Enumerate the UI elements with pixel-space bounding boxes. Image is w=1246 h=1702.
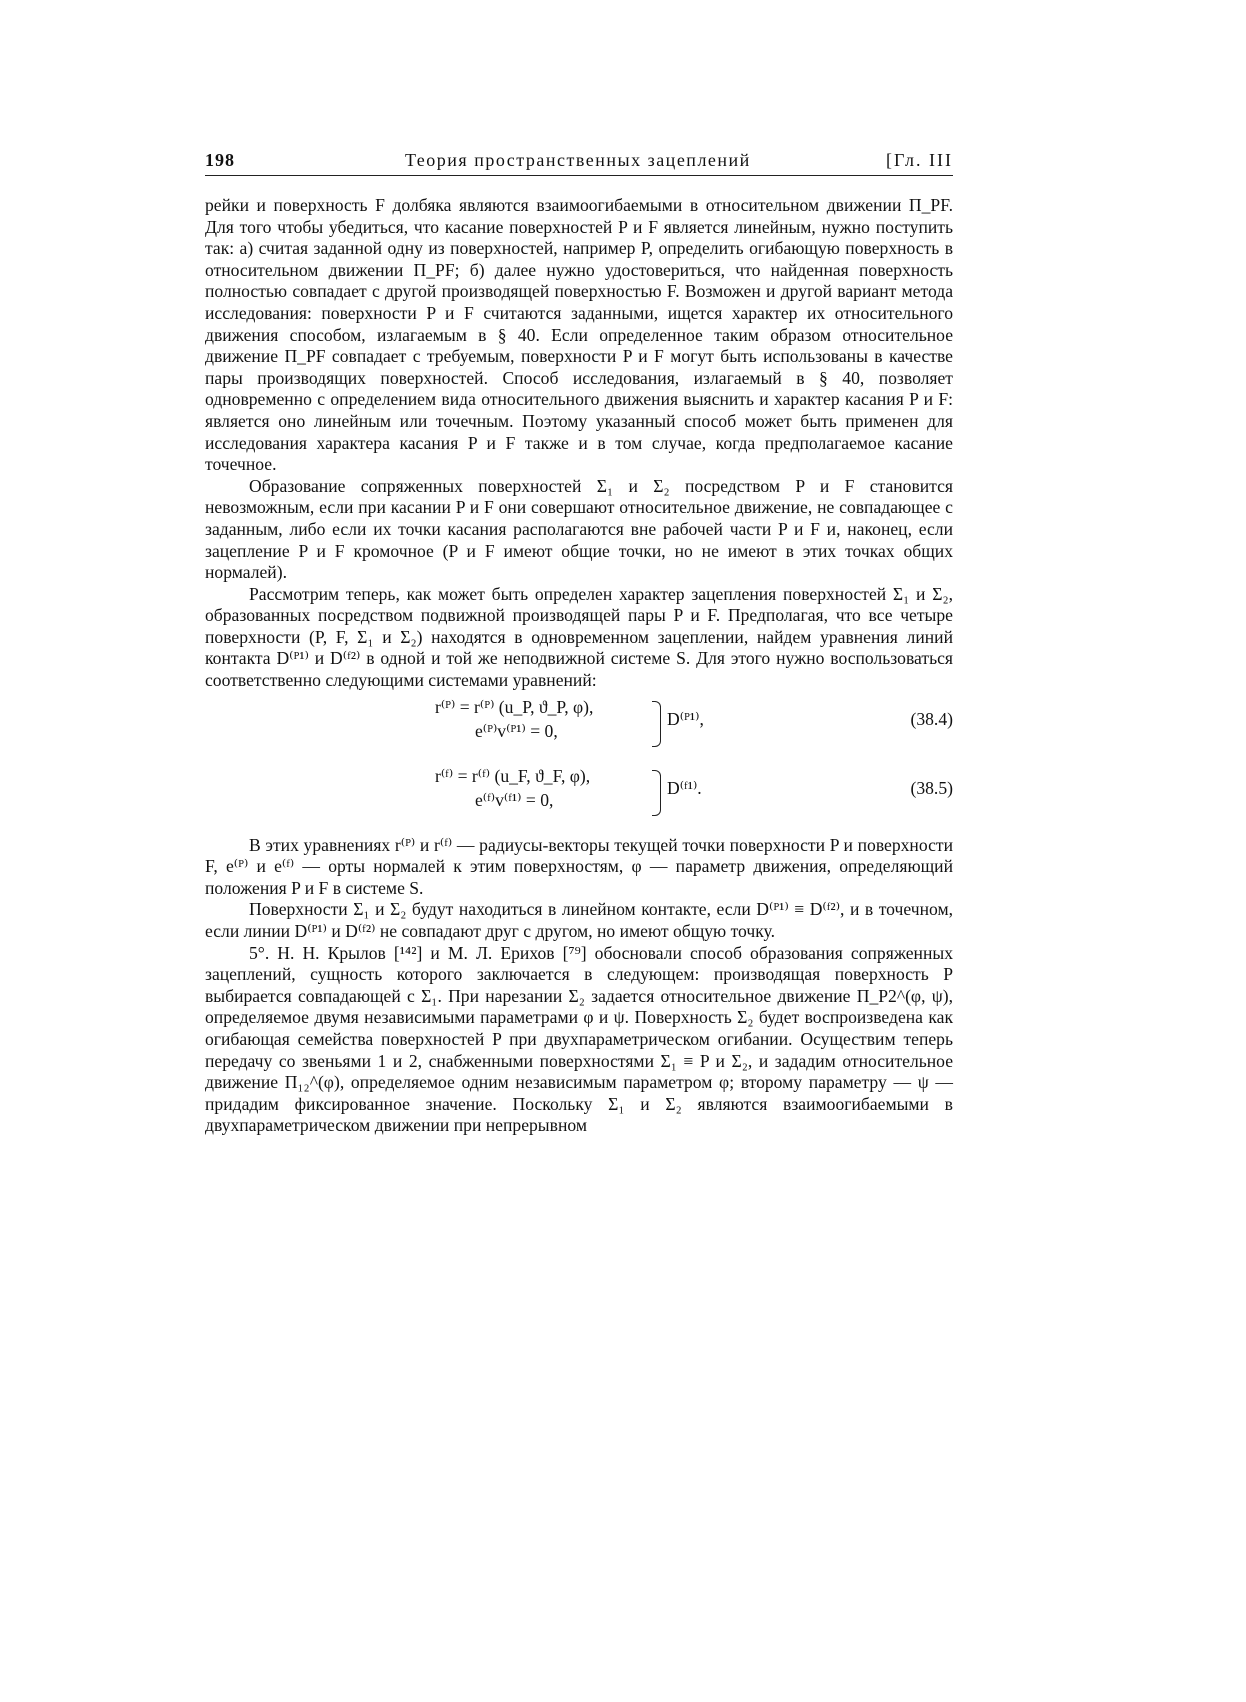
paragraph: Поверхности Σ₁ и Σ₂ будут находиться в линейном контакте, если D⁽ᴾ¹⁾ ≡ D⁽ᶠ²⁾, и в точечном, если линии D⁽ᴾ¹⁾ и D⁽ᶠ²⁾ не совпадают друг с другом, но имеют общую точку.: [205, 899, 953, 942]
equation-number: (38.5): [910, 777, 953, 798]
page-body: [205, 195, 953, 1137]
equation-38-4: [205, 697, 953, 761]
equation-line: r⁽ᶠ⁾ = r⁽ᶠ⁾ (u_F, ϑ_F, φ),: [435, 765, 591, 786]
paragraph: рейки и поверхность F долбяка являются взаимоогибаемыми в относительном движении Π_PF. Для того чтобы убедиться, что касание поверхностей P и F является линейным, нужно поступить так: а) считая заданной одну из поверхностей, например P, определить огибающую поверхность в относительном движении Π_PF; б) далее нужно удостовериться, что найденная поверхность полностью совпадает с другой производящей поверхностью F. Возможен и другой вариант метода исследования: поверхности P и F считаются заданными, ищется характер их относительного движения способом, излагаемым в § 40. Если определенное таким образом относительное движение Π_PF совпадает с требуемым, поверхности P и F могут быть использованы в качестве пары производящих поверхностей. Способ исследования, излагаемый в § 40, позволяет одновременно с определением вида относительного движения выяснить и характер касания P и F: является оно линейным или точечным. Поэтому указанный способ может быть применен для исследования характера касания P и F также и в том случае, когда предполагаемое касание точечное.: [205, 195, 953, 475]
header-rule: [205, 175, 953, 176]
equation-number: (38.4): [910, 708, 953, 729]
equation-label: D⁽ᴾ¹⁾,: [667, 708, 704, 729]
running-header: [205, 150, 953, 176]
equation-38-5: [205, 766, 953, 830]
paragraph: Рассмотрим теперь, как может быть определен характер зацепления поверхностей Σ₁ и Σ₂, образованных посредством подвижной производящей пары P и F. Предполагая, что все четыре поверхности (P, F, Σ₁ и Σ₂) находятся в одновременном зацеплении, найдем уравнения линий контакта D⁽ᴾ¹⁾ и D⁽ᶠ²⁾ в одной и той же неподвижной системе S. Для этого нужно воспользоваться соответственно следующими системами уравнений:: [205, 583, 953, 691]
paragraph: В этих уравнениях r⁽ᴾ⁾ и r⁽ᶠ⁾ — радиусы-векторы текущей точки поверхности P и поверхности F, e⁽ᴾ⁾ и e⁽ᶠ⁾ — орты нормалей к этим поверхностям, φ — параметр движения, определяющий положения P и F в системе S.: [205, 834, 953, 898]
running-title: Теория пространственных зацеплений: [405, 150, 751, 170]
chapter-label: [Гл. III: [885, 150, 953, 170]
right-brace: [652, 770, 661, 816]
page-number: 198: [205, 150, 235, 170]
equation-line: e⁽ᴾ⁾v⁽ᴾ¹⁾ = 0,: [475, 720, 558, 741]
equation-label: D⁽ᶠ¹⁾.: [667, 777, 702, 798]
right-brace: [652, 701, 661, 747]
paragraph: 5°. Н. Н. Крылов [¹⁴²] и М. Л. Ерихов [⁷⁹] обосновали способ образования сопряженных зацеплений, сущность которого заключается в следующем: производящая поверхность P выбирается совпадающей с Σ₁. При нарезании Σ₂ задается относительное движение Π_P2^(φ, ψ), определяемое двумя независимыми параметрами φ и ψ. Поверхность Σ₂ будет воспроизведена как огибающая семейства поверхностей P при двухпараметрическом огибании. Осуществим теперь передачу со звеньями 1 и 2, снабженными поверхностями Σ₁ ≡ P и Σ₂, и зададим относительное движение Π₁₂^(φ), определяемое одним независимым параметром φ; второму параметру — ψ — придадим фиксированное значение. Поскольку Σ₁ и Σ₂ являются взаимоогибаемыми в двухпараметрическом движении при непрерывном: [205, 942, 953, 1136]
paragraph: Образование сопряженных поверхностей Σ₁ и Σ₂ посредством P и F становится невозможным, если при касании P и F они совершают относительное движение, не совпадающее с заданным, либо если их точки касания располагаются вне рабочей части P и F и, наконец, если зацепление P и F кромочное (P и F имеют общие точки, но не имеют в этих точках общих нормалей).: [205, 475, 953, 583]
equation-line: r⁽ᴾ⁾ = r⁽ᴾ⁾ (u_P, ϑ_P, φ),: [435, 696, 594, 717]
equation-line: e⁽ᶠ⁾v⁽ᶠ¹⁾ = 0,: [475, 789, 554, 810]
